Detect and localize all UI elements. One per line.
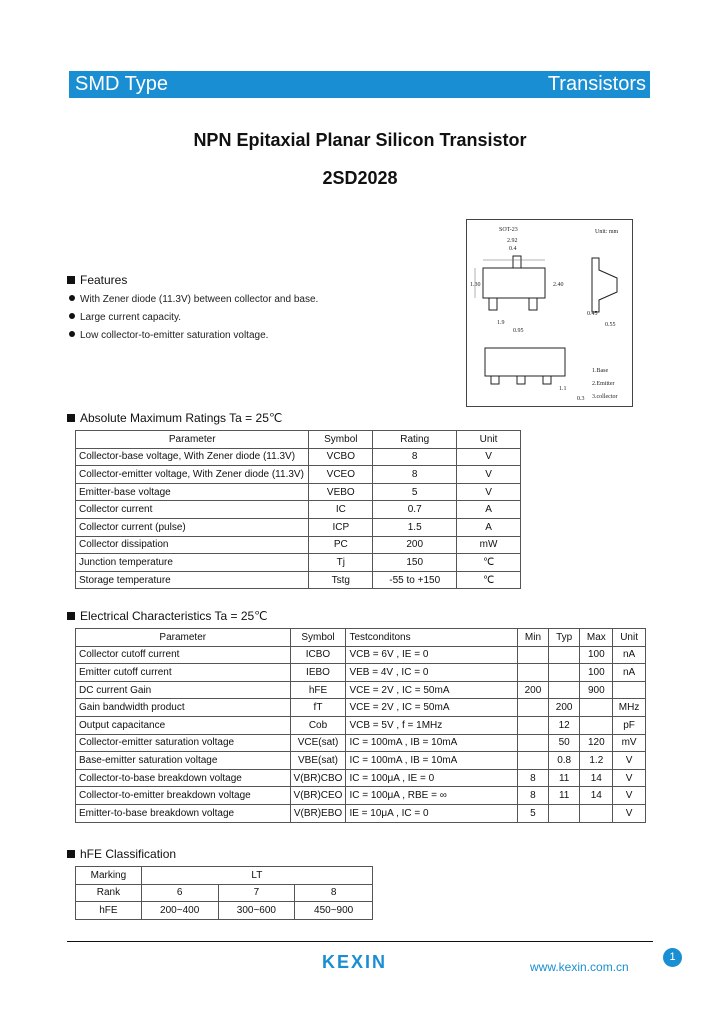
table-cell: V(BR)EBO <box>290 804 346 822</box>
table-cell: ICP <box>309 518 373 536</box>
table-row <box>76 554 521 572</box>
table-cell: IC = 100mA , IB = 10mA <box>346 752 518 770</box>
table-cell: Collector-to-emitter breakdown voltage <box>76 787 291 805</box>
table-cell: IC = 100mA , IB = 10mA <box>346 734 518 752</box>
table-row <box>76 571 521 589</box>
table-cell: hFE <box>290 681 346 699</box>
table-cell: Tstg <box>309 571 373 589</box>
column-header: Max <box>580 629 613 647</box>
table-cell: MHz <box>613 699 646 717</box>
table-cell: A <box>457 518 521 536</box>
table-cell: PC <box>309 536 373 554</box>
table-cell: VCEO <box>309 466 373 484</box>
table-cell: Emitter-base voltage <box>76 483 309 501</box>
table-row <box>76 448 521 466</box>
header-right: Transistors <box>547 73 646 95</box>
table-row <box>76 664 646 682</box>
feature-item: Low collector-to-emitter saturation voltage. <box>69 330 268 341</box>
table-cell: 0.7 <box>373 501 457 519</box>
table-row <box>76 884 373 902</box>
table-cell: V <box>613 804 646 822</box>
table-cell: 5 <box>518 804 549 822</box>
table-cell: V <box>457 483 521 501</box>
table-cell: mW <box>457 536 521 554</box>
table-cell: ICBO <box>290 646 346 664</box>
table-cell <box>580 699 613 717</box>
table-cell: Emitter cutoff current <box>76 664 291 682</box>
table-cell: Gain bandwidth product <box>76 699 291 717</box>
table-cell <box>548 664 580 682</box>
abs-max-table <box>75 430 521 589</box>
part-number: 2SD2028 <box>322 168 398 188</box>
table-cell: V <box>613 769 646 787</box>
table-cell: 1.5 <box>373 518 457 536</box>
table-cell: Cob <box>290 716 346 734</box>
column-header: Testconditons <box>346 629 518 647</box>
table-row <box>76 699 646 717</box>
dim-j: 0.3 <box>577 396 585 402</box>
table-cell: Collector current (pulse) <box>76 518 309 536</box>
table-cell: IC <box>309 501 373 519</box>
table-cell: VCE = 2V , IC = 50mA <box>346 681 518 699</box>
table-row <box>76 483 521 501</box>
dim-d: 2.40 <box>553 282 564 288</box>
table-cell <box>548 804 580 822</box>
table-cell: 8 <box>373 448 457 466</box>
table-cell: ℃ <box>457 554 521 572</box>
table-cell: mV <box>613 734 646 752</box>
table-cell: DC current Gain <box>76 681 291 699</box>
table-cell: ℃ <box>457 571 521 589</box>
table-cell: -55 to +150 <box>373 571 457 589</box>
table-row <box>76 536 521 554</box>
table-cell: hFE <box>76 902 142 920</box>
table-header-row <box>76 431 521 449</box>
table-row <box>76 734 646 752</box>
table-cell: VCBO <box>309 448 373 466</box>
table-cell: 8 <box>518 769 549 787</box>
header-bar <box>69 71 650 98</box>
table-cell: 6 <box>141 884 218 902</box>
table-cell: 1.2 <box>580 752 613 770</box>
column-header: Rating <box>373 431 457 449</box>
column-header: Parameter <box>76 431 309 449</box>
package-name: SOT-23 <box>499 227 518 233</box>
table-cell: V <box>457 466 521 484</box>
table-cell: 12 <box>548 716 580 734</box>
table-cell: 300~600 <box>218 902 295 920</box>
table-cell <box>518 752 549 770</box>
table-cell: 200 <box>548 699 580 717</box>
table-cell: Output capacitance <box>76 716 291 734</box>
table-cell <box>518 734 549 752</box>
footer-divider <box>67 941 653 942</box>
dim-h: 0.55 <box>605 322 616 328</box>
dim-f: 0.95 <box>513 328 524 334</box>
elec-table <box>75 628 646 823</box>
table-cell: Collector cutoff current <box>76 646 291 664</box>
package-unit: Unit: mm <box>595 229 619 235</box>
table-row <box>76 466 521 484</box>
table-cell: 8 <box>295 884 373 902</box>
table-cell: Tj <box>309 554 373 572</box>
table-cell: 100 <box>580 646 613 664</box>
table-row <box>76 752 646 770</box>
table-cell: IC = 100μA , RBE = ∞ <box>346 787 518 805</box>
table-cell: fT <box>290 699 346 717</box>
table-cell <box>518 716 549 734</box>
table-cell: V(BR)CEO <box>290 787 346 805</box>
table-row <box>76 867 373 885</box>
table-cell: V <box>613 787 646 805</box>
table-cell: pF <box>613 716 646 734</box>
table-cell: 0.8 <box>548 752 580 770</box>
page-number: 1 <box>663 948 682 967</box>
column-header: Unit <box>613 629 646 647</box>
column-header: Unit <box>457 431 521 449</box>
table-cell: Collector-emitter voltage, With Zener diode (11.3V) <box>76 466 309 484</box>
table-cell: VEB = 4V , IC = 0 <box>346 664 518 682</box>
table-cell: 8 <box>373 466 457 484</box>
table-cell: 100 <box>580 664 613 682</box>
table-cell <box>548 646 580 664</box>
dim-e: 1.9 <box>497 320 505 326</box>
table-cell: IE = 10μA , IC = 0 <box>346 804 518 822</box>
pin-2: 2.Emitter <box>592 381 615 387</box>
table-row <box>76 787 646 805</box>
table-cell: 900 <box>580 681 613 699</box>
dim-a: 2.92 <box>507 238 518 244</box>
table-row <box>76 681 646 699</box>
table-cell: VCE(sat) <box>290 734 346 752</box>
table-cell: nA <box>613 664 646 682</box>
table-cell: nA <box>613 646 646 664</box>
table-cell: VCB = 6V , IE = 0 <box>346 646 518 664</box>
table-cell: 11 <box>548 787 580 805</box>
dim-b: 0.4 <box>509 246 517 252</box>
table-cell <box>580 804 613 822</box>
table-cell: IEBO <box>290 664 346 682</box>
table-row <box>76 902 373 920</box>
column-header: Parameter <box>76 629 291 647</box>
table-header-row <box>76 629 646 647</box>
page-title: NPN Epitaxial Planar Silicon Transistor <box>193 130 527 150</box>
table-row <box>76 646 646 664</box>
table-cell: Emitter-to-base breakdown voltage <box>76 804 291 822</box>
table-cell: A <box>457 501 521 519</box>
table-row <box>76 518 521 536</box>
table-cell: Collector-to-base breakdown voltage <box>76 769 291 787</box>
table-cell: 200 <box>518 681 549 699</box>
footer-url[interactable]: www.kexin.com.cn <box>530 960 629 974</box>
table-cell: Rank <box>76 884 142 902</box>
table-cell: 7 <box>218 884 295 902</box>
table-cell: 11 <box>548 769 580 787</box>
features-heading: Features <box>67 273 127 287</box>
elec-heading: Electrical Characteristics Ta = 25℃ <box>67 609 268 623</box>
column-header: Symbol <box>290 629 346 647</box>
table-row <box>76 804 646 822</box>
table-cell: 50 <box>548 734 580 752</box>
table-cell: VCE = 2V , IC = 50mA <box>346 699 518 717</box>
pin-3: 3.collector <box>592 394 618 400</box>
table-cell: V <box>613 752 646 770</box>
table-cell <box>518 664 549 682</box>
table-cell: 120 <box>580 734 613 752</box>
abs-max-heading: Absolute Maximum Ratings Ta = 25℃ <box>67 411 282 425</box>
table-row <box>76 769 646 787</box>
table-cell: 150 <box>373 554 457 572</box>
table-cell: IC = 100μA , IE = 0 <box>346 769 518 787</box>
table-cell: VEBO <box>309 483 373 501</box>
dim-c: 1.30 <box>470 282 481 288</box>
dim-i: 1.1 <box>559 386 567 392</box>
table-cell: V <box>457 448 521 466</box>
table-cell <box>518 646 549 664</box>
column-header: Min <box>518 629 549 647</box>
table-cell: 8 <box>518 787 549 805</box>
table-cell <box>580 716 613 734</box>
table-cell: Collector current <box>76 501 309 519</box>
kexin-logo: KEXIN <box>322 952 388 972</box>
hfe-heading: hFE Classification <box>67 847 176 861</box>
table-cell: VBE(sat) <box>290 752 346 770</box>
table-cell <box>518 699 549 717</box>
table-cell: Storage temperature <box>76 571 309 589</box>
table-cell: Marking <box>76 867 142 885</box>
dim-g: 0.45 <box>587 311 598 317</box>
package-drawing <box>466 219 633 407</box>
table-cell: Collector dissipation <box>76 536 309 554</box>
table-row <box>76 716 646 734</box>
table-cell: Base-emitter saturation voltage <box>76 752 291 770</box>
table-cell <box>613 681 646 699</box>
table-cell: V(BR)CBO <box>290 769 346 787</box>
column-header: Typ <box>548 629 580 647</box>
table-cell: 14 <box>580 769 613 787</box>
feature-item: With Zener diode (11.3V) between collector and base. <box>69 294 318 305</box>
table-cell: VCB = 5V , f = 1MHz <box>346 716 518 734</box>
table-cell: Collector-base voltage, With Zener diode (11.3V) <box>76 448 309 466</box>
table-cell: LT <box>141 867 372 885</box>
table-cell: 200~400 <box>141 902 218 920</box>
table-cell: 450~900 <box>295 902 373 920</box>
column-header: Symbol <box>309 431 373 449</box>
feature-item: Large current capacity. <box>69 312 181 323</box>
table-cell <box>548 681 580 699</box>
hfe-table <box>75 866 373 920</box>
table-cell: 14 <box>580 787 613 805</box>
pin-1: 1.Base <box>592 368 609 374</box>
header-left: SMD Type <box>75 73 168 95</box>
table-cell: 5 <box>373 483 457 501</box>
table-cell: Junction temperature <box>76 554 309 572</box>
table-row <box>76 501 521 519</box>
table-cell: Collector-emitter saturation voltage <box>76 734 291 752</box>
table-cell: 200 <box>373 536 457 554</box>
